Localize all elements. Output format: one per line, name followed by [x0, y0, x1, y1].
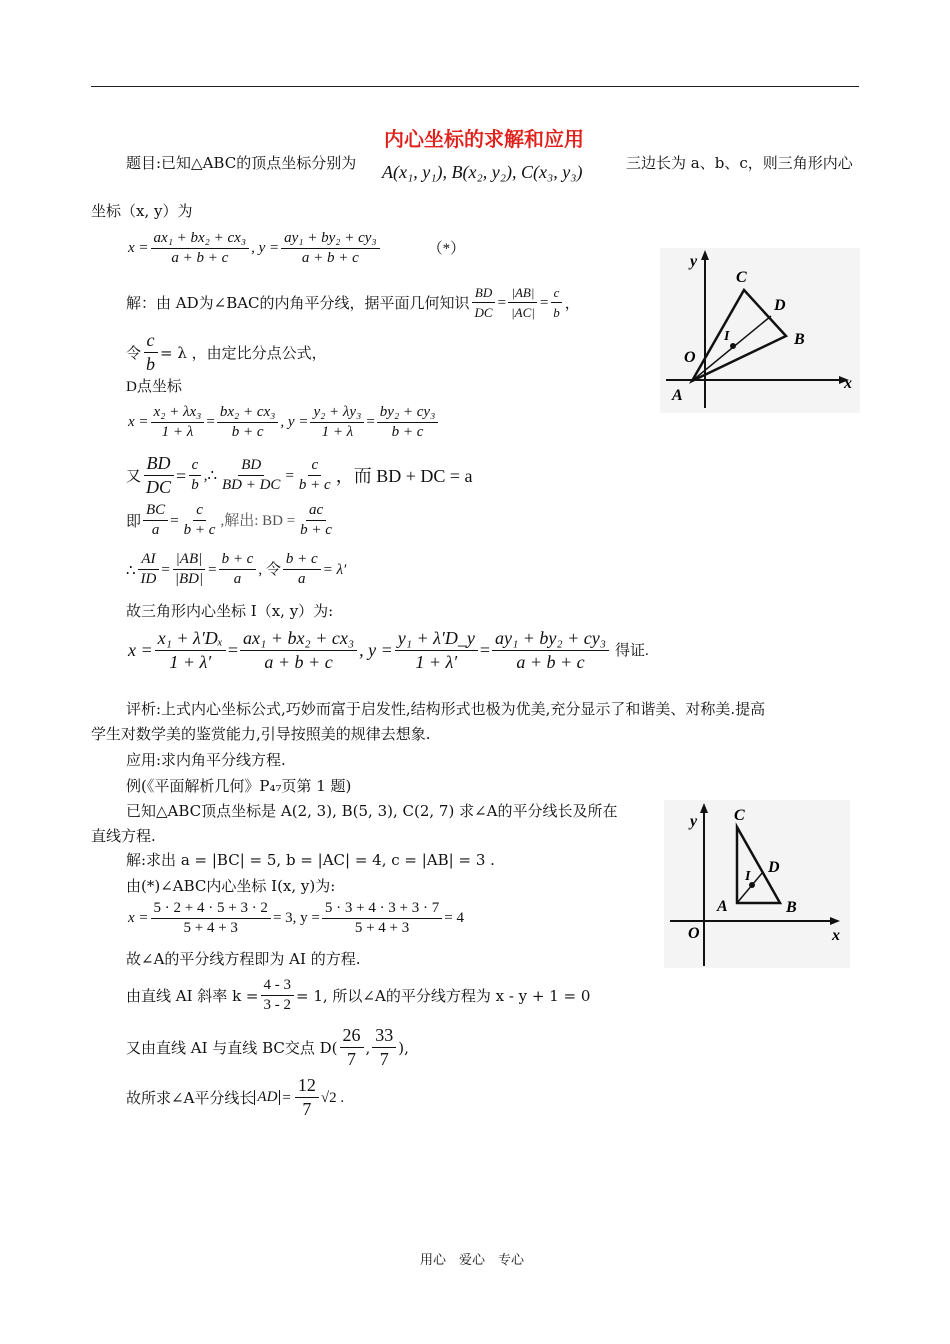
s7-frac1: [138, 551, 160, 588]
s4-x: x =: [128, 414, 149, 430]
formula-star-x-den: a + b + c: [171, 250, 229, 266]
frac-c-b-lambda-den: b: [146, 354, 156, 374]
problem-lead-text: 题目:已知△ABC的顶点坐标分别为: [126, 154, 357, 172]
s9-frac4: [492, 628, 609, 673]
s5-frac3-num: BD: [238, 457, 264, 476]
fig1-label-o: O: [684, 349, 696, 366]
frac-c-b: [550, 284, 563, 321]
s7-frac2-den: |BD|: [174, 571, 204, 587]
s6-frac1-num: BC: [143, 502, 168, 521]
s9-frac1: [155, 628, 226, 673]
s9-frac2-num: ax₁ + bx₂ + cx₃: [240, 628, 357, 651]
s7-frac2: [172, 551, 206, 588]
solution-line8: 故三角形内心坐标 I（x, y）为:: [126, 602, 334, 620]
s6-frac3: [297, 502, 335, 539]
s9-frac1-den: 1 + λ′: [169, 652, 212, 672]
a9-frac: [261, 977, 295, 1014]
solution-line2: [126, 330, 327, 375]
s7-post: = λ′: [322, 561, 347, 578]
s5-frac3-den: BD + DC: [221, 477, 281, 493]
s9-frac4-den: a + b + c: [516, 652, 585, 672]
s4-frac3: [310, 404, 364, 441]
s7-frac3: [219, 551, 257, 588]
fig2-label-x: x: [832, 927, 840, 944]
a11-frac-num: 12: [295, 1075, 319, 1098]
application-line6: 由(*)∠ABC内心坐标 I(x, y)为:: [126, 877, 336, 895]
eq-sign: =: [208, 561, 217, 578]
s6-frac1-den: a: [151, 522, 160, 538]
s4-frac3-num: y₂ + λy₃: [310, 404, 364, 423]
s7-frac1-den: ID: [140, 571, 157, 587]
a9-frac-den: 3 - 2: [263, 997, 291, 1013]
application-line1: 应用:求内角平分线方程.: [126, 751, 286, 769]
s4-frac3-den: 1 + λ: [321, 424, 354, 440]
s4-y: , y =: [280, 414, 309, 430]
s4-frac2: [217, 404, 279, 441]
frac-bd-dc: [472, 284, 496, 321]
s9-post: 得证.: [615, 642, 649, 659]
s5-post: ，而 BD + DC = a: [335, 465, 473, 486]
a11-pre: 故所求∠A平分线长: [126, 1088, 255, 1107]
s5-frac2-num: c: [189, 457, 202, 476]
formula-star-x: x =: [128, 240, 149, 256]
frac-bd-dc-den: DC: [474, 305, 493, 320]
header-rule: [91, 86, 859, 87]
solution-line9: [128, 628, 649, 673]
fig1-label-b: B: [794, 331, 805, 348]
s5-pre: 又: [126, 466, 142, 485]
eq-sign: =: [206, 414, 215, 430]
s5-frac2: [188, 457, 202, 494]
solution-line2-post: = λ ，由定比分点公式，: [160, 343, 327, 362]
figure2-diagram: [664, 800, 850, 968]
a10-frac1-num: 26: [340, 1025, 364, 1048]
fig2-label-y: y: [690, 813, 698, 830]
eq-sign: =: [161, 561, 170, 578]
page-footer: 用心 爱心 专心: [420, 1253, 525, 1268]
s5-mid: ,∴: [203, 467, 217, 484]
comment-line2: 学生对数学美的鉴赏能力,引导按照美的规律去想象.: [91, 725, 431, 743]
application-line2: 例(《平面解析几何》P₄₇页第 1 题): [126, 777, 352, 795]
a11-frac: [295, 1075, 319, 1120]
a7-frac1: [151, 900, 271, 937]
fig2-label-b: B: [786, 899, 797, 916]
frac-c-b-den: b: [553, 305, 560, 320]
fig2-label-c: C: [734, 807, 745, 824]
formula-star-tag: （*）: [427, 240, 466, 257]
fig1-label-y: y: [690, 253, 698, 270]
s7-frac3-num: b + c: [219, 551, 257, 570]
s4-frac4-den: b + c: [391, 424, 424, 440]
problem-lead: [126, 154, 356, 172]
solution-line2-pre: 令: [126, 343, 142, 362]
eq-sign: =: [539, 294, 549, 311]
s5-frac1-num: BD: [144, 453, 174, 476]
application-line10: [126, 1025, 409, 1070]
fig1-label-d: D: [774, 297, 786, 314]
eq-sign: =: [366, 414, 375, 430]
a7-x: x =: [128, 910, 149, 926]
eq-sign: =: [282, 1089, 291, 1106]
a10-frac1-den: 7: [347, 1049, 356, 1069]
a11-abs: AD: [254, 1090, 280, 1105]
application-line4: 直线方程.: [91, 827, 156, 845]
application-line9: [126, 977, 590, 1014]
s5-frac2-den: b: [191, 477, 199, 493]
a10-pre: 又由直线 AI 与直线 BC交点 D(: [126, 1038, 338, 1057]
figure1-diagram: [660, 248, 860, 413]
s9-frac3-den: 1 + λ′: [415, 652, 458, 672]
a10-comma: ,: [365, 1038, 371, 1057]
a9-frac-num: 4 - 3: [261, 977, 295, 996]
s7-frac4-num: b + c: [283, 551, 321, 570]
formula-star-x-num: ax₁ + bx₂ + cx₃: [151, 230, 250, 249]
application-line8: 故∠A的平分线方程即为 AI 的方程.: [126, 950, 361, 968]
formula-star-y-num: ay₁ + by₂ + cy₃: [281, 230, 380, 249]
s9-frac4-num: ay₁ + by₂ + cy₃: [492, 628, 609, 651]
solution-line1-text: 解：由 AD为∠BAC的内角平分线，据平面几何知识: [126, 293, 470, 312]
s4-frac2-num: bx₂ + cx₃: [217, 404, 279, 423]
s4-frac1: [151, 404, 205, 441]
a7-frac1-num: 5 · 2 + 4 · 5 + 3 · 2: [151, 900, 271, 919]
formula-star-frac-y: [281, 230, 380, 267]
frac-c-b-num: c: [551, 284, 563, 303]
s6-frac1: [143, 502, 168, 539]
page-title: 内心坐标的求解和应用: [384, 127, 584, 151]
a11-frac-den: 7: [302, 1099, 312, 1119]
formula-star-y: , y =: [251, 240, 280, 256]
s9-frac3: [395, 628, 478, 673]
a10-frac2-den: 7: [379, 1049, 389, 1069]
s7-frac2-num: |AB|: [173, 551, 206, 570]
a10-frac2: [372, 1025, 396, 1070]
solution-line1: [126, 284, 580, 321]
eq-sign: =: [285, 467, 294, 484]
a7-frac1-den: 5 + 4 + 3: [183, 920, 238, 936]
formula-star-frac-x: [151, 230, 250, 267]
fig2-label-i: I: [745, 869, 751, 884]
s7-frac4-den: a: [298, 571, 306, 587]
s7-frac4: [283, 551, 321, 588]
application-line3: 已知△ABC顶点坐标是 A(2, 3), B(5, 3), C(2, 7) 求∠A的平分线长及所在: [126, 802, 618, 820]
problem-line2: 坐标（x, y）为: [91, 202, 193, 220]
a7-mid: = 3, y =: [272, 910, 320, 926]
s9-x: x =: [128, 640, 153, 660]
s9-y: , y =: [359, 640, 393, 660]
s4-frac4-num: by₂ + cy₃: [377, 404, 439, 423]
formula-star: [128, 230, 465, 267]
solution-line6: [126, 502, 337, 539]
eq-sign: =: [176, 465, 187, 486]
eq-sign: =: [170, 512, 179, 529]
a9-pre: 由直线 AI 斜率 k =: [126, 986, 259, 1005]
eq-sign: =: [479, 640, 490, 660]
solution-line5: [126, 453, 473, 498]
a10-frac1: [340, 1025, 364, 1070]
eq-sign: =: [227, 640, 239, 660]
fig2-label-a: A: [717, 898, 728, 915]
a11-post: √2 .: [320, 1089, 345, 1106]
s9-frac2-den: a + b + c: [264, 652, 333, 672]
s9-frac3-num: y₁ + λ′D_y: [395, 628, 478, 651]
a7-frac2-den: 5 + 4 + 3: [354, 920, 410, 936]
fig1-label-c: C: [736, 269, 747, 286]
problem-tail: 三边长为 a、b、c，则三角形内心: [626, 154, 853, 172]
solution-line7: [126, 551, 346, 588]
a7-frac2: [322, 900, 442, 937]
application-line11: [126, 1075, 344, 1120]
fig2-label-d: D: [768, 859, 780, 876]
s6-frac3-num: ac: [306, 502, 326, 521]
problem-coords: A(x₁, y₁), B(x₂, y₂), C(x₃, y₃): [382, 162, 583, 182]
fig2-label-o: O: [688, 925, 700, 942]
s4-frac1-den: 1 + λ: [161, 424, 194, 440]
frac-c-b-lambda: [143, 330, 158, 375]
a7-end: = 4: [444, 910, 464, 926]
a10-post: ),: [398, 1038, 409, 1057]
s7-frac3-den: a: [233, 571, 242, 587]
s5-frac1: [143, 453, 174, 498]
s4-frac1-num: x₂ + λx₃: [151, 404, 205, 423]
fig1-label-i: I: [724, 329, 730, 344]
s6-pre: 即: [126, 511, 142, 530]
a9-post: = 1, 所以∠A的平分线方程为 x - y + 1 = 0: [296, 986, 591, 1005]
s9-frac1-num: x₁ + λ′Dₓ: [155, 628, 226, 651]
eq-sign: =: [497, 294, 507, 311]
s6-mid: ,解出: BD =: [220, 512, 296, 529]
frac-ab-ac-num: |AB|: [508, 284, 537, 303]
s6-frac2: [181, 502, 219, 539]
s5-frac4-den: b + c: [298, 477, 331, 493]
s7-mid: , 令: [258, 561, 281, 578]
s6-frac2-num: c: [193, 502, 206, 521]
solution-line1-end: ，: [564, 293, 580, 312]
s9-frac2: [240, 628, 357, 673]
frac-ab-ac-den: |AC|: [511, 305, 535, 320]
comment-line1: 评析:上式内心坐标公式,巧妙而富于启发性,结构形式也极为优美,充分显示了和谐美、对称美.提高: [126, 700, 766, 718]
frac-ab-ac: [508, 284, 538, 321]
s6-frac3-den: b + c: [300, 522, 332, 538]
formula-star-y-den: a + b + c: [301, 250, 359, 266]
application-line5: 解:求出 a = |BC| = 5, b = |AC| = 4, c = |AB| = 3 .: [126, 851, 495, 869]
s4-frac4: [377, 404, 439, 441]
s5-frac1-den: DC: [146, 477, 172, 497]
application-line7: [128, 900, 464, 937]
fig1-incenter: [730, 343, 736, 349]
s5-frac4-num: c: [308, 457, 321, 476]
a10-frac2-num: 33: [372, 1025, 396, 1048]
s5-frac4: [296, 457, 334, 494]
frac-c-b-lambda-num: c: [144, 330, 158, 353]
s6-frac2-den: b + c: [183, 522, 216, 538]
s7-frac1-num: AI: [138, 551, 158, 570]
fig1-label-x: x: [844, 375, 852, 392]
s4-frac2-den: b + c: [231, 424, 264, 440]
s5-frac3: [219, 457, 283, 494]
a7-frac2-num: 5 · 3 + 4 · 3 + 3 · 7: [322, 900, 442, 919]
solution-line4: [128, 404, 440, 441]
solution-line3: D点坐标: [126, 379, 182, 395]
fig1-label-a: A: [672, 387, 683, 404]
s7-pre: ∴: [126, 560, 136, 579]
frac-bd-dc-num: BD: [472, 284, 495, 303]
